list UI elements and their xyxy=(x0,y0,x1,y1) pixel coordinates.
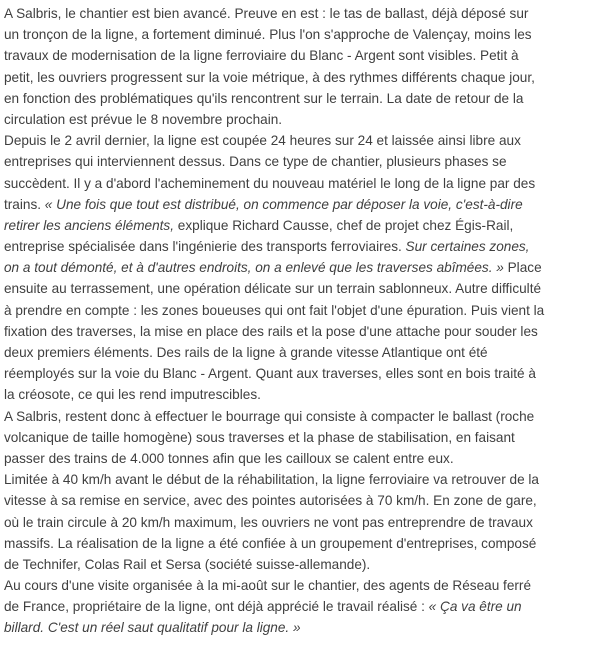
text-line: entreprise spécialisée dans l'ingénierie des transports ferroviaires. Sur certaines zones, xyxy=(4,239,530,255)
text-line: retirer les anciens éléments, explique Richard Causse, chef de projet chez Égis-Rail, xyxy=(4,217,514,233)
text-line: A Salbris, le chantier est bien avancé. Preuve en est : le tas de ballast, déjà déposé sur xyxy=(4,6,529,21)
text-line: Limitée à 40 km/h avant le début de la réhabilitation, la ligne ferroviaire va retrouver de la xyxy=(4,472,539,488)
text-line: volcanique de taille homogène) sous traverses et la phase de stabilisation, en faisant xyxy=(4,429,515,445)
quote-text: Sur certaines zones, xyxy=(405,239,530,255)
text-line: Au cours d'une visite organisée à la mi-août sur le chantier, des agents de Réseau ferré xyxy=(4,578,532,594)
paragraph-4 xyxy=(4,469,604,575)
quote-text: on a tout démonté, et à d'autres endroits, on a enlevé que les traverses abîmées. » xyxy=(4,260,504,276)
text-line: de Technifer, Colas Rail et Sersa (société suisse-allemande). xyxy=(4,556,371,572)
quote-text: « Ça va être un xyxy=(428,599,522,615)
text-line: on a tout démonté, et à d'autres endroits, on a enlevé que les traverses abîmées. » Place xyxy=(4,260,542,276)
text-line: passer des trains de 4.000 tonnes afin que les cailloux se calent entre eux. xyxy=(4,450,454,466)
text-line: trains. « Une fois que tout est distribué, on commence par déposer la voie, c'est-à-dire xyxy=(4,196,523,212)
quote-text: retirer les anciens éléments, xyxy=(4,217,174,233)
text-line: de France, propriétaire de la ligne, ont déjà apprécié le travail réalisé : « Ça va être un xyxy=(4,599,522,615)
text-line: petit, les ouvriers progressent sur la voie métrique, à des rythmes différents chaque jour, xyxy=(4,69,535,85)
text-line: vitesse à sa remise en service, avec des pointes autorisées à 70 km/h. En zone de gare, xyxy=(4,493,537,509)
text-line: fixation des traverses, la mise en place des rails et la pose d'une attache pour souder les xyxy=(4,323,538,339)
text-line: deux premiers éléments. Des rails de la ligne à grande vitesse Atlantique ont été xyxy=(4,345,488,360)
text-line: où le train circule à 20 km/h maximum, les ouvriers ne vont pas entreprendre de travaux xyxy=(4,514,533,530)
quote-text: « Une fois que tout est distribué, on commence par déposer la voie, c'est-à-dire xyxy=(44,196,523,212)
quote-text: billard. C'est un réel saut qualitatif pour la ligne. » xyxy=(4,620,301,636)
text-line: à prendre en compte : les zones boueuses qui ont fait l'objet d'une épuration. Puis vient la xyxy=(4,302,545,318)
paragraph-1 xyxy=(4,3,604,130)
text-line: en fonction des problématiques qu'ils rencontrent sur le terrain. La date de retour de la xyxy=(4,90,524,106)
text-line: la créosote, ce qui les rend imputrescibles. xyxy=(4,387,261,403)
text-line: massifs. La réalisation de la ligne a été confiée à un groupement d'entreprises, composé xyxy=(4,535,537,551)
text-line: ensuite au terrassement, une opération délicate sur un terrain sablonneux. Autre difficulté xyxy=(4,281,542,297)
text-line: succèdent. Il y a d'abord l'acheminement du nouveau matériel le long de la ligne par des xyxy=(4,175,536,191)
paragraph-2 xyxy=(4,130,604,405)
text-line: circulation est prévue le 8 novembre prochain. xyxy=(4,111,283,127)
text-line: un tronçon de la ligne, a fortement diminué. Plus l'on s'approche de Valençay, moins les xyxy=(4,27,532,43)
text-line: travaux de modernisation de la ligne ferroviaire du Blanc - Argent sont visibles. Petit à xyxy=(4,48,519,64)
text-line xyxy=(4,617,604,638)
text-line: entreprises qui interviennent dessus. Dans ce type de chantier, plusieurs phases se xyxy=(4,154,507,170)
text-line: A Salbris, restent donc à effectuer le bourrage qui consiste à compacter le ballast (roche xyxy=(4,408,535,424)
text-line: réemployés sur la voie du Blanc - Argent. Quant aux traverses, elles sont en bois traité à xyxy=(4,366,536,382)
paragraph-5 xyxy=(4,575,604,639)
paragraph-3 xyxy=(4,406,604,470)
text-line: Depuis le 2 avril dernier, la ligne est coupée 24 heures sur 24 et laissée ainsi libre aux xyxy=(4,133,521,149)
